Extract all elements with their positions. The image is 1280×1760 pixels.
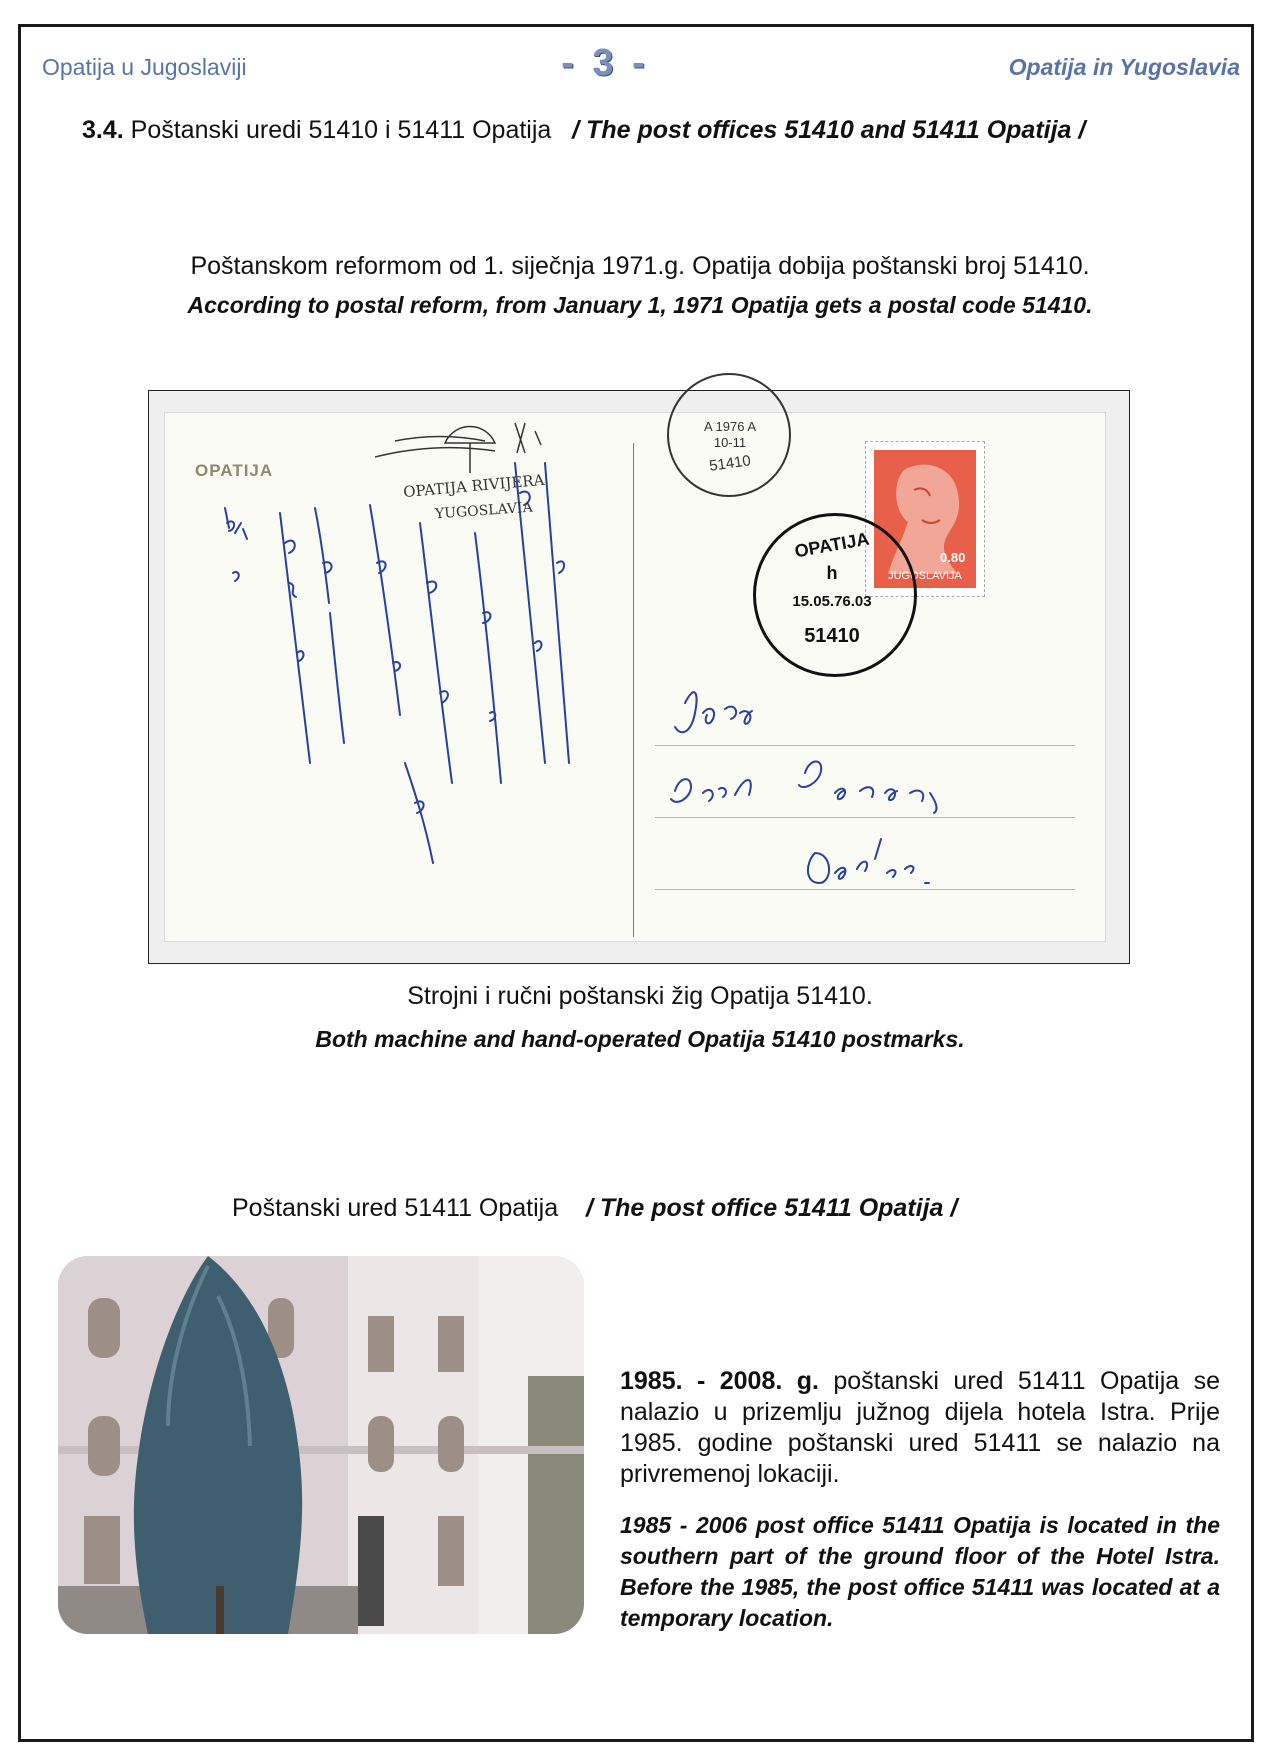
header-left-title: Opatija u Jugoslaviji <box>42 54 247 80</box>
office-51411-heading-en: / The post office 51411 Opatija / <box>585 1194 958 1222</box>
building-illustration <box>58 1256 584 1634</box>
section-title-hr: Poštanski uredi 51410 i 51411 Opatija <box>130 116 552 144</box>
round-postmark-main-line1: OPATIJA <box>793 528 871 562</box>
header-right-title: Opatija in Yugoslavia <box>1008 54 1240 80</box>
office-51411-years: 1985. - 2008. g. <box>620 1367 819 1395</box>
round-postmark-main-line3: 15.05.76.03 <box>792 593 872 610</box>
round-postmark-top-line3: 51410 <box>708 452 752 475</box>
postcard-scan <box>148 390 1130 964</box>
stamp-country: JUGOSLAVIJA <box>888 570 962 582</box>
office-51411-heading <box>232 1194 957 1223</box>
round-postmark-top-line1: A 1976 A <box>703 419 757 434</box>
postcard-caption-hr: Strojni i ručni poštanski žig Opatija 51410. <box>407 982 873 1010</box>
round-postmark-main-line2: h <box>826 563 838 583</box>
postcard-caption-en: Both machine and hand-operated Opatija 51410 postmarks. <box>315 1026 965 1052</box>
office-51411-description-hr <box>620 1366 1220 1490</box>
section-number: 3.4. <box>82 116 124 144</box>
round-postmark-main-line4: 51410 <box>804 625 860 647</box>
section-title-en: / The post offices 51410 and 51411 Opatija / <box>572 116 1086 144</box>
handwritten-address <box>635 413 1105 941</box>
round-postmark-top-line2: 10-11 <box>713 435 747 450</box>
office-51411-description-hr-text: poštanski ured 51411 Opatija se nalazio u prizemlju južnog dijela hotela Istra. Prije 1985. godine poštanski ured 51411 se nalazio na privremenoj lokaciji. <box>620 1367 1220 1488</box>
intro-text-hr: Poštanskom reformom od 1. siječnja 1971.g. Opatija dobija poštanski broj 51410. <box>190 252 1090 280</box>
office-51411-description-en: 1985 - 2006 post office 51411 Opatija is located in the southern part of the ground floor of the Hotel Istra. Before the 1985, the post office 51411 was located at a temporary location. <box>620 1512 1220 1631</box>
postcard-brand: OPATIJA <box>195 461 274 480</box>
intro-text-en: According to postal reform, from January 1, 1971 Opatija gets a postal code 51410. <box>187 292 1093 318</box>
office-51411-heading-hr: Poštanski ured 51411 Opatija <box>232 1194 559 1222</box>
page-number: - 3 - <box>561 42 649 84</box>
postcard <box>165 413 1105 941</box>
machine-cancel-text-1: OPATIJA RIVIJERA <box>402 470 546 502</box>
machine-cancel-text-2: YUGOSLAVIA <box>434 499 534 523</box>
section-heading <box>82 116 1085 145</box>
hotel-istra-photo <box>58 1256 584 1634</box>
stamp-value: 0.80 <box>940 550 966 565</box>
